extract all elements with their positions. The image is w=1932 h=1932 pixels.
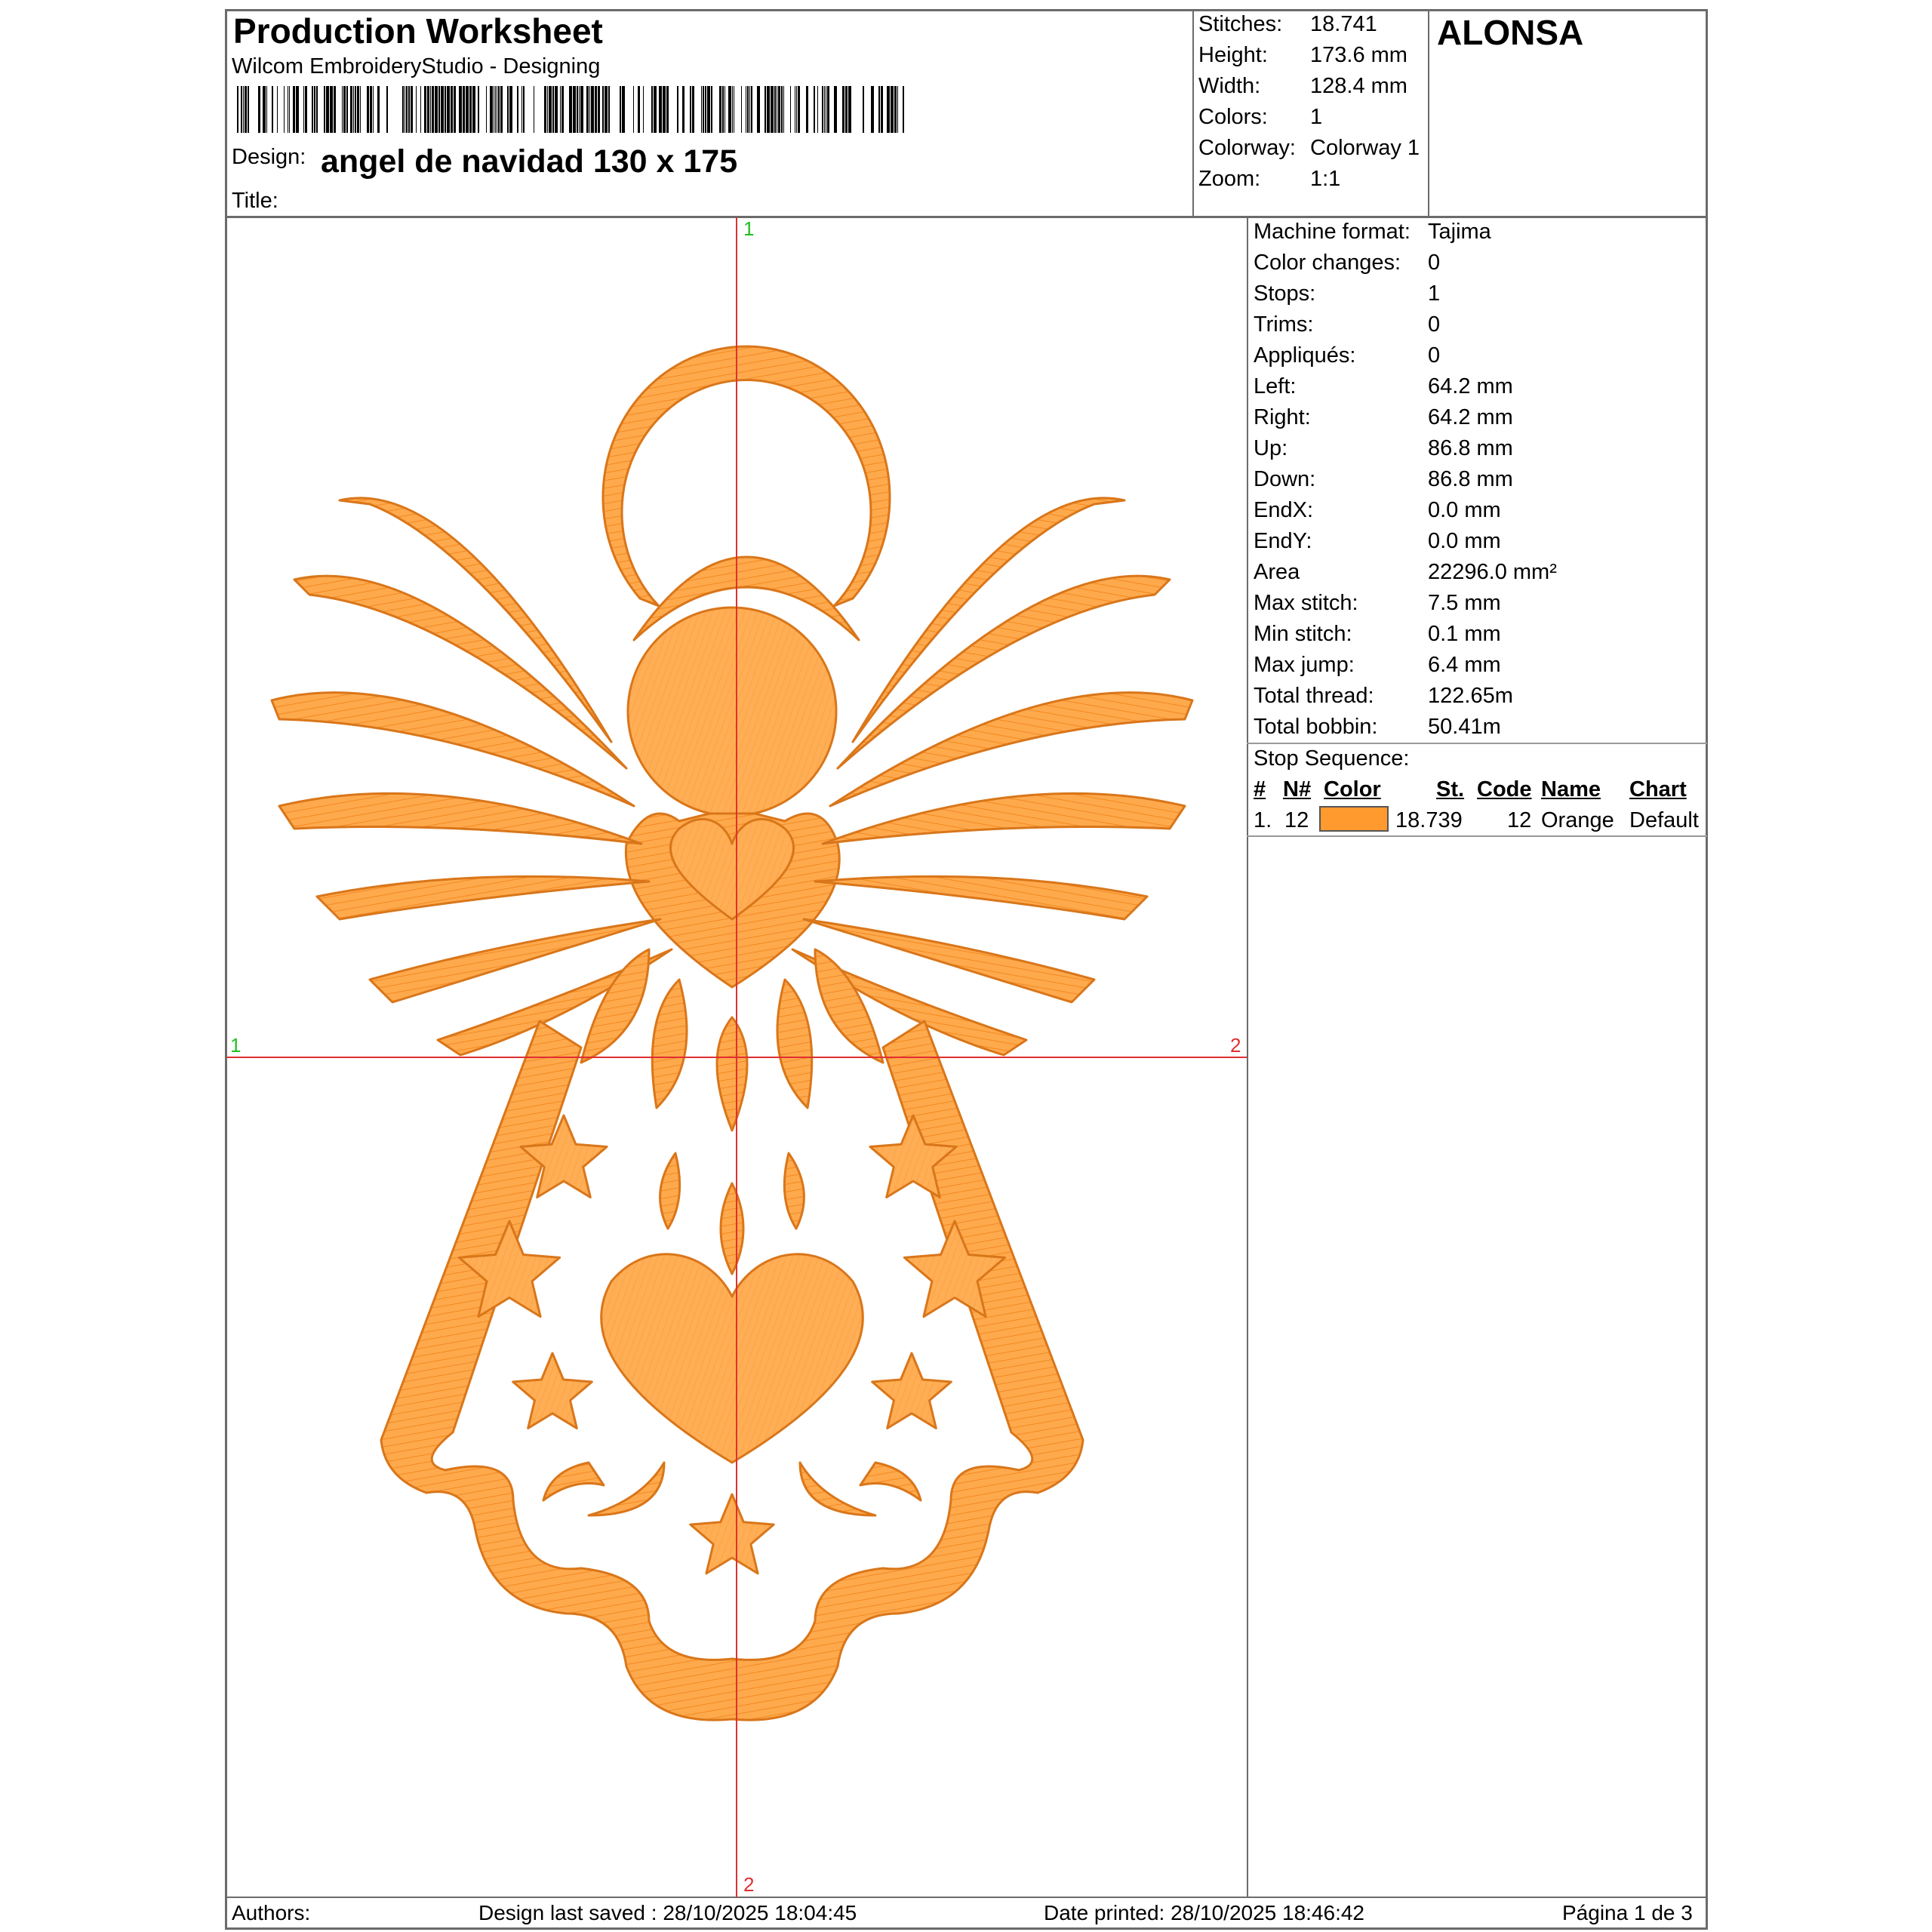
detail-label: Right: — [1254, 405, 1311, 429]
axis-label-left: 1 — [230, 1034, 242, 1057]
col-num: # — [1254, 777, 1266, 801]
detail-value: 86.8 mm — [1428, 467, 1513, 491]
star-shape — [872, 1353, 952, 1429]
summary-value: 1:1 — [1310, 167, 1341, 191]
detail-value: 6.4 mm — [1428, 653, 1501, 677]
detail-label: Left: — [1254, 374, 1297, 398]
summary-value: Colorway 1 — [1310, 136, 1420, 160]
detail-value: 1 — [1428, 281, 1441, 306]
detail-value: 122.65m — [1428, 684, 1513, 708]
panel-hline-1 — [1247, 743, 1707, 744]
detail-value: 0 — [1428, 343, 1441, 368]
summary-label: Height: — [1198, 43, 1268, 67]
summary-value: 1 — [1310, 105, 1323, 129]
detail-value: Tajima — [1428, 220, 1491, 244]
detail-label: Up: — [1254, 436, 1288, 460]
color-swatch — [1319, 806, 1389, 832]
detail-label: Trims: — [1254, 312, 1314, 337]
leaf-left — [660, 1153, 680, 1229]
leaf-right — [784, 1153, 804, 1229]
detail-label: Machine format: — [1254, 220, 1411, 244]
star-shape — [513, 1353, 592, 1429]
angel-head — [628, 608, 836, 816]
detail-label: Max stitch: — [1254, 591, 1358, 615]
col-name: Name — [1541, 777, 1601, 801]
detail-label: EndY: — [1254, 529, 1312, 553]
barcode — [237, 86, 916, 133]
summary-label: Zoom: — [1198, 167, 1261, 191]
design-canvas — [226, 217, 1247, 1897]
col-needle: N# — [1283, 777, 1312, 801]
detail-value: 7.5 mm — [1428, 591, 1501, 615]
crescent-left-2 — [589, 1463, 664, 1515]
header-vdivider-2 — [1428, 9, 1429, 217]
detail-value: 50.41m — [1428, 715, 1501, 739]
detail-label: Total bobbin: — [1254, 715, 1378, 739]
col-stitches: St. — [1436, 777, 1465, 801]
detail-label: Appliqués: — [1254, 343, 1356, 368]
summary-value: 128.4 mm — [1310, 74, 1407, 98]
row-name: Orange — [1541, 808, 1614, 832]
footer-page: Página 1 de 3 — [1562, 1901, 1693, 1924]
crescent-left-1 — [543, 1463, 604, 1500]
leaf-center — [721, 1183, 743, 1274]
detail-value: 0.0 mm — [1428, 498, 1501, 522]
detail-label: Area — [1254, 560, 1300, 584]
detail-label: Max jump: — [1254, 653, 1355, 677]
worksheet-title: Production Worksheet — [233, 11, 603, 51]
detail-value: 0.0 mm — [1428, 529, 1501, 553]
detail-label: Color changes: — [1254, 251, 1401, 275]
detail-value: 86.8 mm — [1428, 436, 1513, 460]
summary-label: Colors: — [1198, 105, 1268, 129]
detail-value: 0 — [1428, 312, 1441, 337]
row-num: 1. — [1254, 808, 1272, 832]
software-name: Wilcom EmbroideryStudio - Designing — [232, 54, 601, 78]
row-chart: Default — [1629, 808, 1699, 832]
col-chart: Chart — [1629, 777, 1687, 801]
summary-value: 18.741 — [1310, 12, 1377, 36]
dress-heart — [601, 1254, 863, 1463]
design-name: angel de navidad 130 x 175 — [321, 143, 738, 180]
crescent-right-1 — [860, 1463, 921, 1500]
axis-label-top: 1 — [743, 217, 755, 240]
detail-label: Down: — [1254, 467, 1316, 491]
title-label: Title: — [232, 189, 278, 213]
axis-label-bottom: 2 — [743, 1873, 755, 1896]
detail-value: 0.1 mm — [1428, 622, 1501, 646]
detail-label: Total thread: — [1254, 684, 1374, 708]
detail-label: EndX: — [1254, 498, 1313, 522]
design-label: Design: — [232, 145, 306, 169]
summary-label: Colorway: — [1198, 136, 1296, 160]
detail-value: 0 — [1428, 251, 1441, 275]
frame-right — [1706, 9, 1708, 1930]
row-needle: 12 — [1284, 808, 1309, 832]
detail-value: 64.2 mm — [1428, 405, 1513, 429]
panel-divider — [1247, 217, 1248, 1897]
angel-embroidery — [272, 346, 1192, 1720]
panel-hline-2 — [1247, 835, 1707, 837]
footer-printed: Date printed: 28/10/2025 18:46:42 — [1044, 1901, 1365, 1924]
stop-sequence-title: Stop Sequence: — [1254, 746, 1410, 771]
detail-value: 64.2 mm — [1428, 374, 1513, 398]
summary-value: 173.6 mm — [1310, 43, 1407, 67]
summary-label: Stitches: — [1198, 12, 1283, 36]
detail-label: Min stitch: — [1254, 622, 1352, 646]
footer-authors: Authors: — [232, 1901, 311, 1924]
row-stitches: 18.739 — [1395, 808, 1463, 832]
footer-last-saved: Design last saved : 28/10/2025 18:04:45 — [478, 1901, 857, 1924]
company-name: ALONSA — [1437, 13, 1584, 52]
frame-bottom — [225, 1927, 1708, 1930]
col-code: Code — [1477, 777, 1532, 801]
summary-label: Width: — [1198, 74, 1261, 98]
crescent-right-2 — [800, 1463, 875, 1515]
star-shape — [691, 1494, 774, 1574]
axis-label-right: 2 — [1230, 1034, 1241, 1057]
row-code: 12 — [1507, 808, 1532, 832]
detail-value: 22296.0 mm² — [1428, 560, 1557, 584]
detail-label: Stops: — [1254, 281, 1316, 306]
header-vdivider-1 — [1192, 9, 1194, 217]
left-wing — [272, 498, 672, 1055]
col-color: Color — [1324, 777, 1381, 801]
